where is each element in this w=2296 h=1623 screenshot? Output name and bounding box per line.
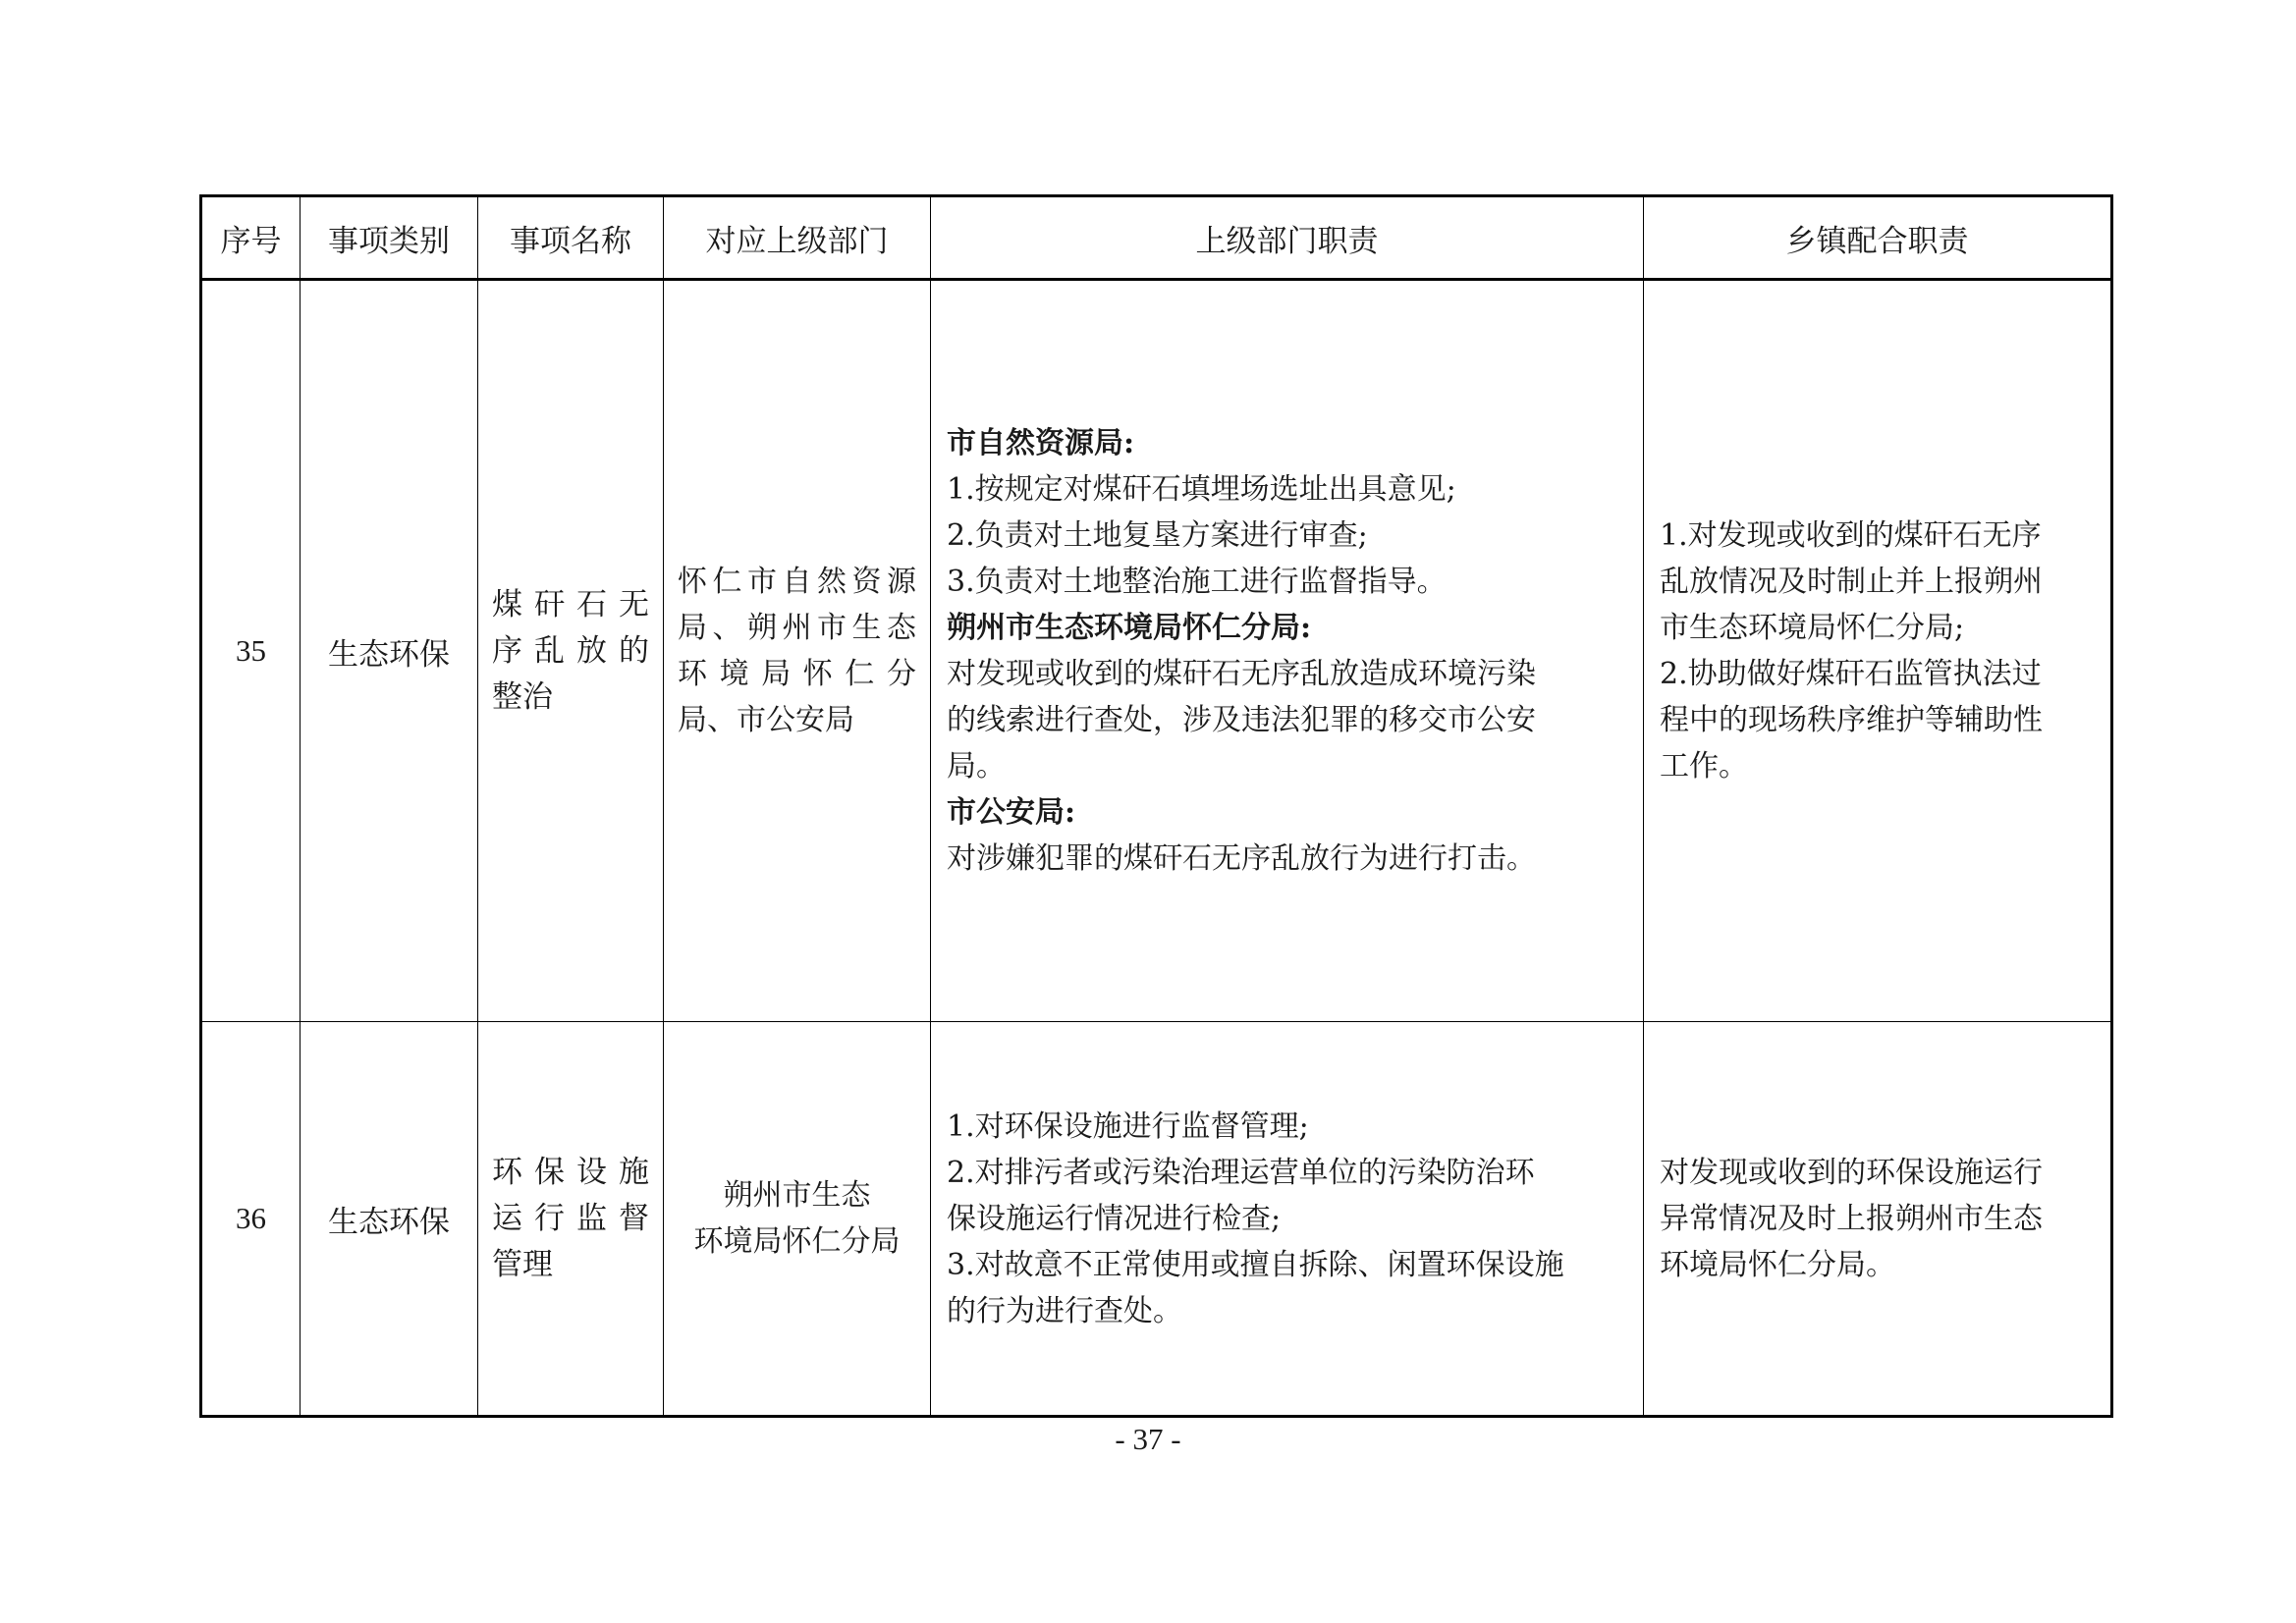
duty-line: 的行为进行查处。 — [947, 1293, 1182, 1328]
duty-line: 对发现或收到的煤矸石无序乱放造成环境污染 — [947, 657, 1536, 691]
header-duty: 上级部门职责 — [931, 196, 1644, 280]
header-dept: 对应上级部门 — [664, 196, 931, 280]
duty-heading: 市自然资源局: — [947, 426, 1135, 460]
responsibility-table — [199, 194, 2113, 1418]
town-line: 程中的现场秩序维护等辅助性 — [1660, 703, 2043, 737]
row-item-name — [478, 280, 664, 1022]
duty-heading: 朔州市生态环境局怀仁分局: — [947, 611, 1312, 645]
dept-line: 局、朔州市生态 — [678, 611, 916, 645]
duty-line: 2.对排污者或污染治理运营单位的污染防治环 — [947, 1155, 1535, 1190]
row-superior-duty — [931, 280, 1644, 1022]
header-town: 乡镇配合职责 — [1644, 196, 2112, 280]
duty-line: 局。 — [947, 749, 1006, 784]
row-seq: 36 — [201, 1022, 301, 1417]
dept-line: 环境局怀仁分局 — [693, 1224, 901, 1259]
town-line: 环境局怀仁分局。 — [1660, 1247, 1895, 1282]
duty-heading: 市公安局: — [947, 795, 1076, 830]
duty-line: 3.负责对土地整治施工进行监督指导。 — [947, 565, 1447, 599]
duty-line: 1.按规定对煤矸石填埋场选址出具意见; — [947, 472, 1456, 507]
dept-line: 朔州市生态 — [723, 1178, 871, 1213]
duty-line: 1.对环保设施进行监督管理; — [947, 1109, 1309, 1144]
dept-line: 环境局怀仁分 — [678, 657, 916, 691]
row-seq: 35 — [201, 280, 301, 1022]
town-line: 2.协助做好煤矸石监管执法过 — [1660, 657, 2042, 691]
duty-line: 对涉嫌犯罪的煤矸石无序乱放行为进行打击。 — [947, 841, 1536, 876]
town-line: 乱放情况及时制止并上报朔州 — [1660, 565, 2043, 599]
header-seq: 序号 — [201, 196, 301, 280]
town-line: 异常情况及时上报朔州市生态 — [1660, 1201, 2043, 1236]
header-name: 事项名称 — [478, 196, 664, 280]
row-item-name — [478, 1022, 664, 1417]
row-dept — [664, 280, 931, 1022]
duty-line: 保设施运行情况进行检查; — [947, 1201, 1282, 1236]
row-category: 生态环保 — [301, 1022, 478, 1417]
row-superior-duty — [931, 1022, 1644, 1417]
row-town-duty — [1644, 280, 2112, 1022]
table-row — [201, 280, 2112, 1022]
item-name-line: 运行监督 — [492, 1200, 649, 1236]
item-name-line: 环保设施 — [492, 1154, 649, 1190]
row-town-duty — [1644, 1022, 2112, 1417]
town-line: 市生态环境局怀仁分局; — [1660, 611, 1965, 645]
table-body — [201, 280, 2112, 1417]
header-row — [201, 196, 2112, 280]
item-name-line: 煤矸石无 — [492, 586, 649, 622]
page-number: - 37 - — [1115, 1422, 1181, 1456]
table-row — [201, 1022, 2112, 1417]
item-name-line: 序乱放的 — [492, 632, 649, 669]
duty-line: 的线索进行查处，涉及违法犯罪的移交市公安 — [947, 703, 1536, 737]
row-dept — [664, 1022, 931, 1417]
town-line: 工作。 — [1660, 749, 1748, 784]
town-line: 对发现或收到的环保设施运行 — [1660, 1155, 2043, 1190]
item-name-line: 整治 — [492, 678, 553, 715]
duty-line: 2.负责对土地复垦方案进行审查; — [947, 518, 1368, 553]
town-line: 1.对发现或收到的煤矸石无序 — [1660, 518, 2042, 553]
duty-line: 3.对故意不正常使用或擅自拆除、闲置环保设施 — [947, 1247, 1564, 1282]
row-category: 生态环保 — [301, 280, 478, 1022]
header-category: 事项类别 — [301, 196, 478, 280]
dept-line: 局、市公安局 — [678, 703, 854, 737]
table-header — [201, 196, 2112, 280]
item-name-line: 管理 — [492, 1246, 553, 1282]
dept-line: 怀仁市自然资源 — [678, 565, 916, 599]
